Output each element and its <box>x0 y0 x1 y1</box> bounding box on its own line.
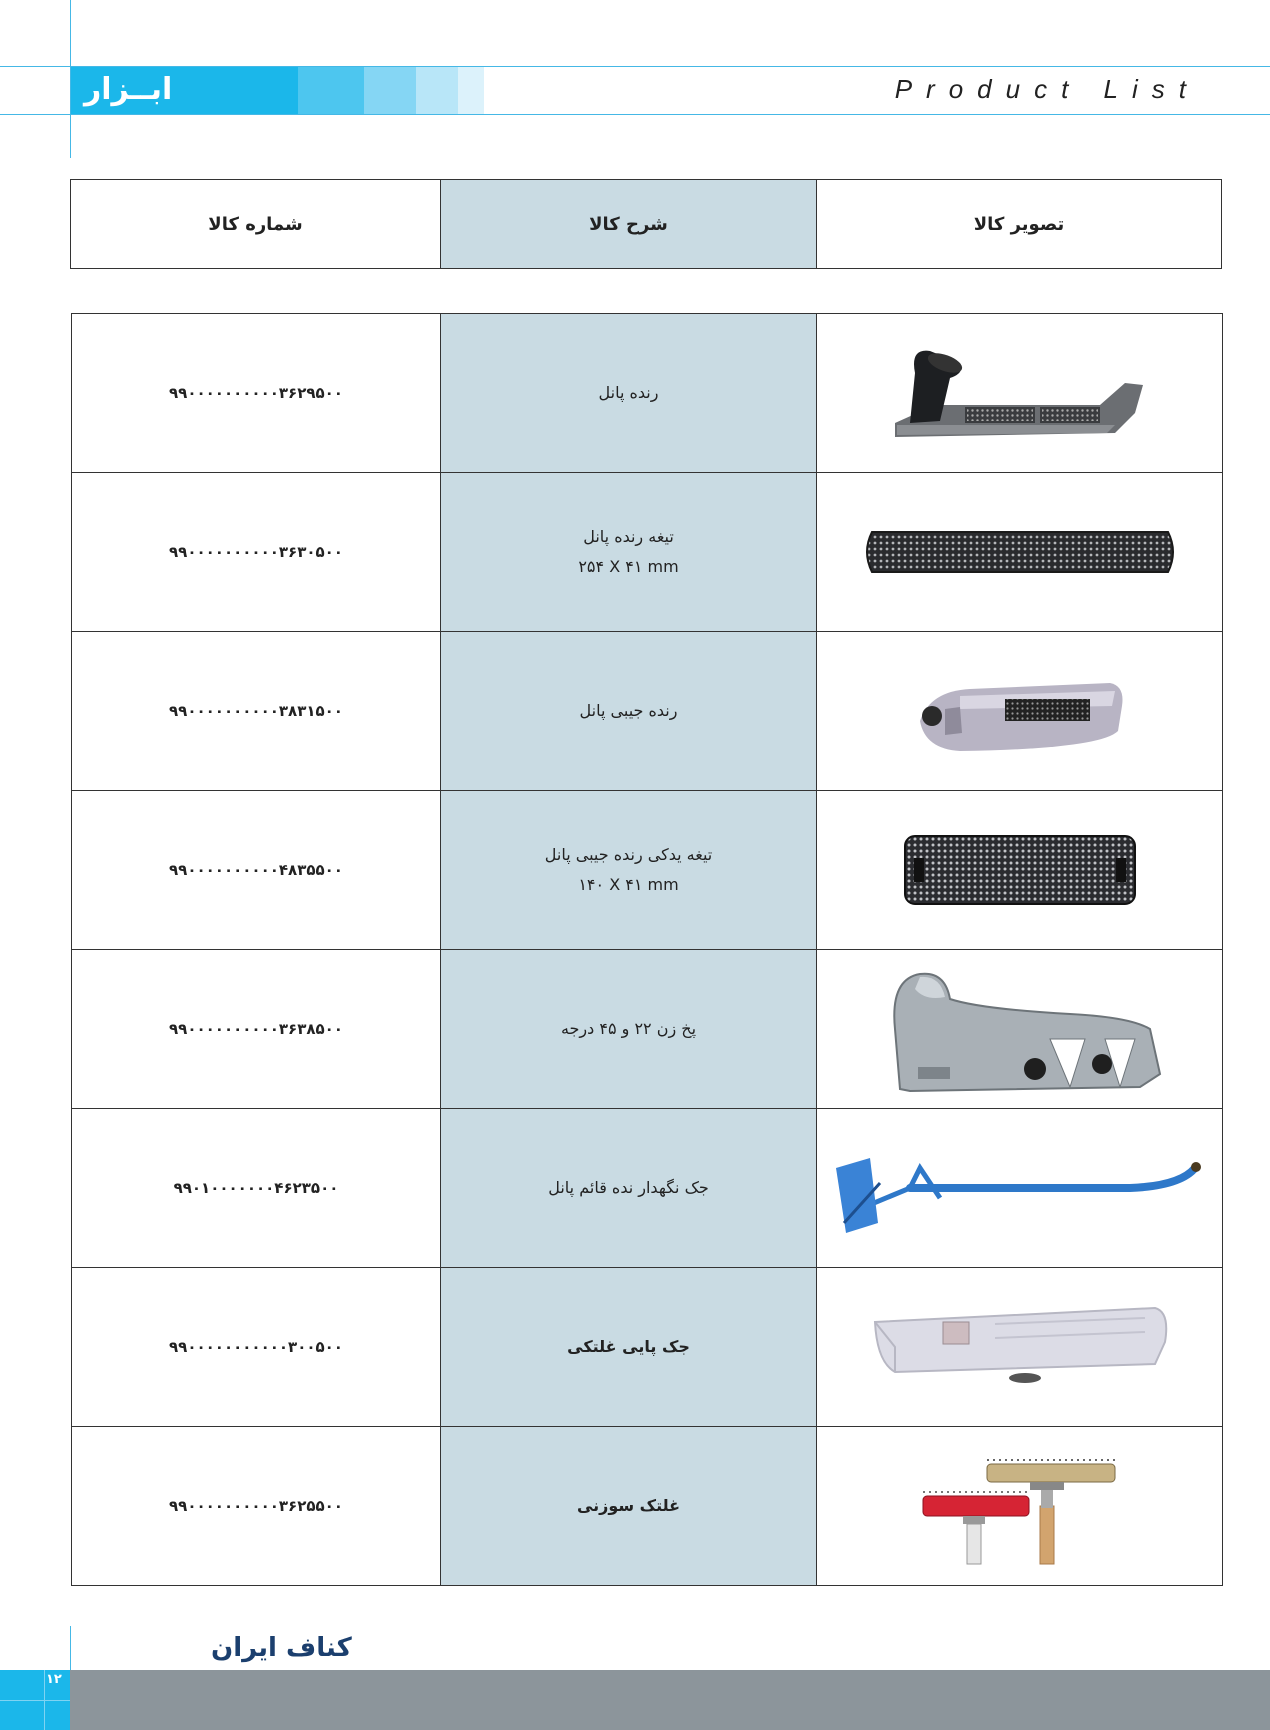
description-text: رنده پانل <box>598 383 659 402</box>
section-title: ابــزار <box>84 72 173 107</box>
header-band-margin <box>0 67 70 114</box>
footer-accent-rule <box>0 1700 70 1701</box>
header-band-step-2 <box>364 67 416 114</box>
description-text: رنده جیبی پانل <box>579 701 678 720</box>
product-number: ۹۹۰۰۰۰۰۰۰۰۰۰۳۶۲۵۵۰۰ <box>169 1497 343 1515</box>
table-row <box>72 791 1222 950</box>
product-number: ۹۹۰۰۰۰۰۰۰۰۰۰۳۶۳۸۵۰۰ <box>169 1020 343 1038</box>
dimension-text: ۱۴۰ X ۴۱ mm <box>578 875 679 894</box>
footer-bar <box>0 1670 1270 1730</box>
product-description <box>440 950 817 1108</box>
table-row <box>72 1427 1222 1585</box>
table-row <box>72 314 1222 473</box>
product-image-cell <box>817 1109 1222 1267</box>
product-description <box>440 791 817 949</box>
svg-text:کناف ایران: کناف ایران <box>211 1633 352 1663</box>
pocket-plane-icon <box>900 661 1140 761</box>
product-description <box>440 1268 817 1426</box>
description-text: جک پایی غلتکی <box>567 1337 690 1356</box>
product-number: ۹۹۰۰۰۰۰۰۰۰۰۰۳۸۳۱۵۰۰ <box>169 702 343 720</box>
product-number: ۹۹۰۰۰۰۰۰۰۰۰۰۳۶۳۰۵۰۰ <box>169 543 343 561</box>
header-rule-vertical <box>70 0 71 158</box>
table-row <box>72 1268 1222 1427</box>
table-row <box>72 632 1222 791</box>
product-image-cell <box>817 950 1222 1108</box>
table-row <box>72 1109 1222 1268</box>
product-description <box>440 473 817 631</box>
product-image-cell <box>817 791 1222 949</box>
product-number: ۹۹۰۰۰۰۰۰۰۰۰۰۰۳۰۰۵۰۰ <box>169 1338 343 1356</box>
product-image-cell <box>817 632 1222 790</box>
table-row <box>72 950 1222 1109</box>
product-table <box>71 313 1223 1586</box>
product-description <box>440 314 817 472</box>
spare-blade-icon <box>900 830 1140 910</box>
panel-lifter-icon <box>830 1138 1210 1238</box>
header-number-col: شماره کالا <box>208 213 303 235</box>
product-image-cell <box>817 1427 1222 1585</box>
product-number: ۹۹۰۰۰۰۰۰۰۰۰۰۳۶۲۹۵۰۰ <box>169 384 343 402</box>
header-band-step-4 <box>458 67 484 114</box>
header-rule-bottom <box>0 114 1270 115</box>
product-image-cell <box>817 473 1222 631</box>
column-header-table <box>70 179 1222 269</box>
footer-rule-vertical <box>70 1626 71 1670</box>
product-description <box>440 1109 817 1267</box>
dimension-text: ۲۵۴ X ۴۱ mm <box>578 557 679 576</box>
header-image-col: تصویر کالا <box>973 213 1065 235</box>
knauf-logo-icon <box>76 1628 352 1664</box>
header-band-step-3 <box>416 67 458 114</box>
page-number: ۱۲ <box>46 1672 62 1687</box>
table-row <box>72 473 1222 632</box>
footer-accent-rule-vertical <box>44 1670 45 1730</box>
description-text: تیغه یدکی رنده جیبی پانل <box>544 845 713 864</box>
header-band-step-1 <box>298 67 364 114</box>
plane-blade-icon <box>860 522 1180 582</box>
product-image-cell <box>817 1268 1222 1426</box>
product-number: ۹۹۰۰۰۰۰۰۰۰۰۰۴۸۳۵۵۰۰ <box>169 861 343 879</box>
panel-plane-icon <box>875 333 1165 453</box>
description-text: جک نگهدار نده قائم پانل <box>548 1178 709 1197</box>
product-image-cell <box>817 314 1222 472</box>
brand-logo <box>76 1628 352 1668</box>
foot-lifter-icon <box>865 1302 1175 1392</box>
description-text: غلتک سوزنی <box>576 1496 681 1515</box>
description-text: پخ زن ۲۲ و ۴۵ درجه <box>560 1019 697 1038</box>
description-text: تیغه رنده پانل <box>583 527 674 546</box>
spiked-roller-icon <box>915 1446 1125 1566</box>
header-description-col: شرح کالا <box>440 180 817 268</box>
product-description <box>440 1427 817 1585</box>
product-list-label: Product List <box>894 74 1200 104</box>
product-description <box>440 632 817 790</box>
chamfer-tool-icon <box>870 959 1170 1099</box>
product-number: ۹۹۰۱۰۰۰۰۰۰۰۴۶۲۳۵۰۰ <box>173 1179 339 1197</box>
